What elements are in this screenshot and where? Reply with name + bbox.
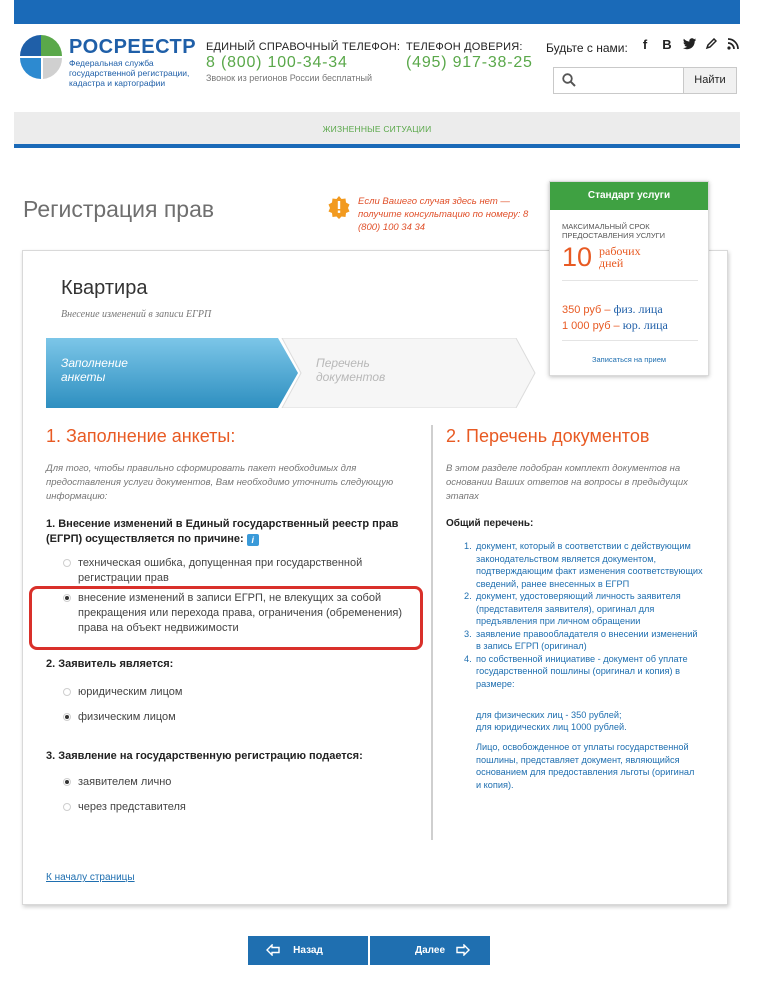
step-fill-form[interactable]: Заполнение анкеты xyxy=(61,356,128,384)
column-divider xyxy=(431,425,433,840)
radio-button-selected[interactable] xyxy=(63,778,71,786)
q2-option-legal-entity[interactable]: юридическим лицом xyxy=(63,685,182,700)
search-button[interactable]: Найти xyxy=(683,67,737,94)
blog-icon[interactable] xyxy=(704,38,718,52)
q2-option-individual[interactable]: физическим лицом xyxy=(63,710,176,725)
form-intro: Для того, чтобы правильно сформировать пакет необходимых для предоставления услуги документов, Вам необходимо уточнить следующую информацию: xyxy=(46,463,394,502)
alert-icon xyxy=(327,195,351,219)
list-item: 1. документ, который в соответствии с действующим законодательством является документом, подтверждающим факт изменения соответствующих сведений, ранее внесенных в ЕГРП xyxy=(464,541,703,589)
step-document-list[interactable]: Перечень документов xyxy=(316,356,386,384)
selection-highlight xyxy=(29,586,423,650)
q3-option-representative[interactable]: через представителя xyxy=(63,800,186,815)
trust-phone-number: (495) 917-38-25 xyxy=(406,54,533,71)
hotline-number: 8 (800) 100-34-34 xyxy=(206,54,348,71)
max-term-label: МАКСИМАЛЬНЫЙ СРОК ПРЕДОСТАВЛЕНИЯ УСЛУГИ xyxy=(562,222,666,240)
social-label: Будьте с нами: xyxy=(546,41,628,55)
arrow-left-icon xyxy=(266,944,280,956)
docs-intro: В этом разделе подобран комплект документов на основании Ваших ответов на вопросы в предыдущих этапах xyxy=(446,463,688,502)
top-bar xyxy=(14,0,740,24)
standard-header: Стандарт услуги xyxy=(550,182,708,210)
hotline-note: Звонок из регионов России бесплатный xyxy=(206,73,373,83)
documents-list xyxy=(464,540,704,690)
trust-phone-label: ТЕЛЕФОН ДОВЕРИЯ: xyxy=(406,41,523,53)
list-item: 4. по собственной инициативе - документ об уплате государственной пошлины (оригинал и копия) в размере: xyxy=(464,653,688,689)
panel-subtitle: Внесение изменений в записи ЕГРП xyxy=(61,309,212,320)
page-title: Регистрация прав xyxy=(23,196,215,222)
twitter-icon[interactable] xyxy=(682,38,696,52)
q1-option-technical-error[interactable]: техническая ошибка, допущенная при государственной регистрации прав xyxy=(63,556,383,586)
section-form-title: 1. Заполнение анкеты: xyxy=(46,426,236,446)
arrow-right-icon xyxy=(456,944,470,956)
price-individual: 350 руб – физ. лица xyxy=(562,302,663,316)
next-button-label: Далее xyxy=(414,945,446,956)
divider xyxy=(562,280,698,281)
list-item: 3. заявление правообладателя о внесении изменений в запись ЕГРП (оригинал) xyxy=(464,628,698,651)
docs-list-header: Общий перечень: xyxy=(446,518,534,529)
service-standard-box xyxy=(549,181,709,376)
term-days: 10 xyxy=(562,242,593,272)
search-icon xyxy=(562,73,576,87)
radio-button[interactable] xyxy=(63,688,71,696)
q3-option-in-person[interactable]: заявителем лично xyxy=(63,775,171,790)
radio-button-selected[interactable] xyxy=(63,713,71,721)
back-button[interactable] xyxy=(248,936,368,965)
logo-subtitle: Федеральная служба государственной регистрации, кадастра и картографии xyxy=(69,58,190,88)
q1-option-record-changes[interactable]: внесение изменений в записи ЕГРП, не влекущих за собой прекращения или перехода права, ограничения (обременения) права на объект недвижимости xyxy=(63,591,408,636)
section-docs-title: 2. Перечень документов xyxy=(446,426,650,446)
rss-icon[interactable] xyxy=(726,38,740,52)
consultation-alert: Если Вашего случая здесь нет — получите консультацию по номеру: 8 (800) 100 34 34 xyxy=(358,196,529,233)
rosreestr-logo-icon[interactable] xyxy=(18,33,64,85)
appointment-link[interactable]: Записаться на прием xyxy=(591,355,667,364)
question-1: 1. Внесение изменений в Единый государственный реестр прав (ЕГРП) осуществляется по причине: i xyxy=(46,518,399,545)
vk-icon[interactable]: B xyxy=(662,37,672,52)
back-to-top-link[interactable]: К началу страницы xyxy=(46,872,135,883)
hotline-label: ЕДИНЫЙ СПРАВОЧНЫЙ ТЕЛЕФОН: xyxy=(206,41,401,53)
price-legal: 1 000 руб – юр. лица xyxy=(562,318,668,332)
list-item: 2. документ, удостоверяющий личность заявителя (представителя заявителя), оригинал для предъявления при личном обращении xyxy=(464,591,681,626)
nav-item-life-situations[interactable]: ЖИЗНЕННЫЕ СИТУАЦИИ xyxy=(322,124,432,134)
radio-button[interactable] xyxy=(63,803,71,811)
main-nav xyxy=(14,112,740,148)
panel-title: Квартира xyxy=(61,277,148,299)
question-2: 2. Заявитель является: xyxy=(46,658,174,670)
facebook-icon[interactable]: f xyxy=(642,37,648,52)
fee-exemption-note: Лицо, освобожденное от уплаты государственной пошлины, представляет документ, являющийся основанием для предоставления льготы (оригинал и копия). xyxy=(476,742,695,790)
logo-title[interactable]: РОСРЕЕСТР xyxy=(69,36,197,58)
radio-button[interactable] xyxy=(63,559,71,567)
info-icon[interactable]: i xyxy=(247,534,259,546)
back-button-label: Назад xyxy=(293,945,323,956)
social-links xyxy=(638,38,740,52)
fee-individual: для физических лиц - 350 рублей; xyxy=(476,710,622,720)
next-button[interactable] xyxy=(370,936,490,965)
divider xyxy=(562,340,698,341)
fee-legal: для юридических лиц 1000 рублей. xyxy=(476,722,627,732)
search-input[interactable] xyxy=(582,72,677,90)
term-days-word: рабочих дней xyxy=(599,244,641,270)
question-3: 3. Заявление на государственную регистрацию подается: xyxy=(46,750,363,762)
search-box xyxy=(553,67,683,94)
